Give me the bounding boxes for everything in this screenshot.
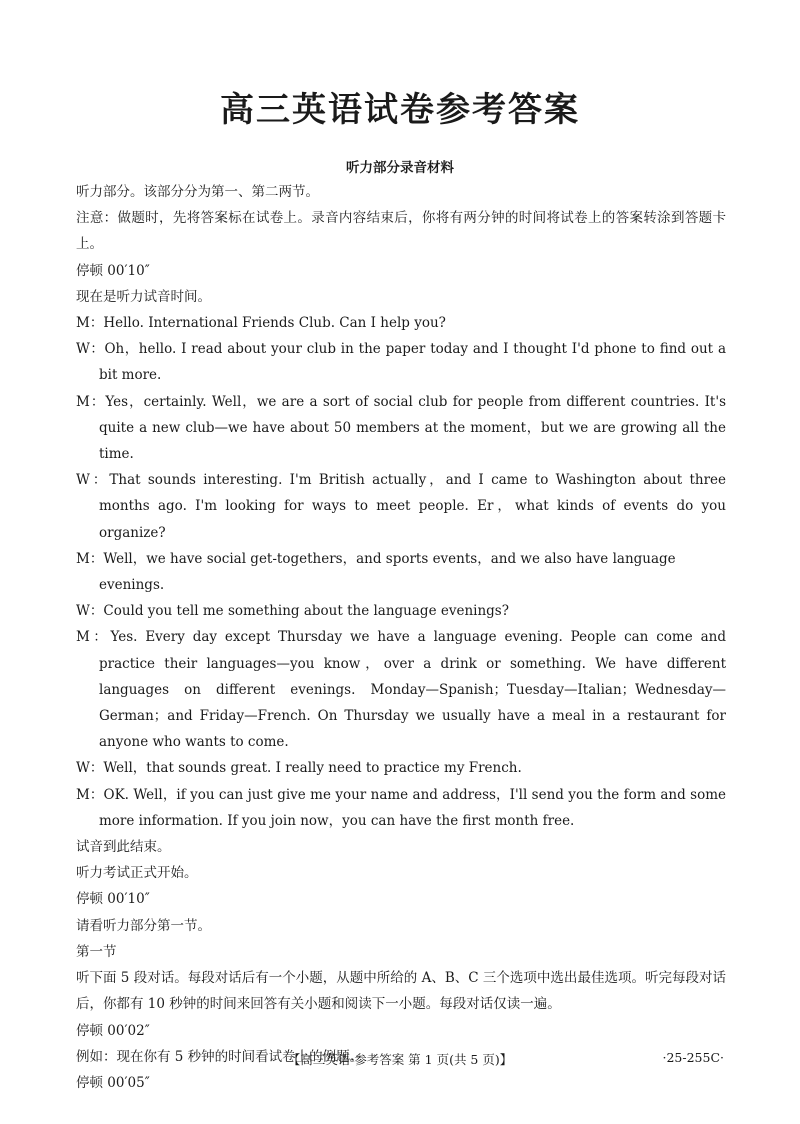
paragraph: 听力部分。该部分分为第一、第二两节。	[76, 184, 319, 200]
paragraph: 请看听力部分第一节。	[76, 917, 211, 934]
paragraph: 现在是听力试音时间。	[76, 288, 211, 305]
dialogue-line: M：OK. Well，if you can just give me your name and address，I'll send you the form and some more information. If you join now，you can have the first month free.	[76, 786, 726, 829]
page-title: 高三英语试卷参考答案	[220, 90, 580, 130]
transcript-body	[76, 179, 726, 1096]
pause-marker: 停顿 00′10″	[76, 891, 150, 908]
dialogue-line: W：Oh，hello. I read about your club in the paper today and I thought I'd phone to find out a bit more.	[76, 341, 726, 384]
dialogue-line: M：Yes，certainly. Well，we are a sort of social club for people from different countries. It's quite a new club—we have about 50 members at the moment，but we are growing all the time.	[76, 393, 726, 463]
paragraph: 例如：现在你有 5 秒钟的时间看试卷上的例题。	[76, 1048, 364, 1065]
section-heading: 第一节	[76, 943, 117, 960]
page-footer	[0, 1050, 800, 1070]
dialogue-line: W：Well，that sounds great. I really need to practice my French.	[76, 760, 522, 777]
footer-page-info: 【高三英语·参考答案 第 1 页(共 5 页)】	[287, 1052, 513, 1067]
section-subtitle: 听力部分录音材料	[346, 160, 454, 176]
dialogue-line: M：Yes. Every day except Thursday we have a language evening. People can come and practice their languages—you know，over a drink or something. We have different languages on different evenings. Monday—Spanish；Tuesday—Italian；Wednesday—German；and Friday—French. On Thursday we usually have a meal in a restaurant for anyone who wants to come.	[76, 629, 726, 751]
footer-code: ·25-255C·	[662, 1050, 724, 1065]
pause-marker: 停顿 00′10″	[76, 262, 150, 279]
paragraph: 试音到此结束。	[76, 839, 171, 856]
dialogue-line: M：Hello. International Friends Club. Can I help you?	[76, 315, 446, 332]
pause-marker: 停顿 00′02″	[76, 1022, 150, 1039]
paragraph: 注意：做题时，先将答案标在试卷上。录音内容结束后，你将有两分钟的时间将试卷上的答案转涂到答题卡上。	[76, 210, 726, 253]
dialogue-line: M：Well，we have social get-togethers，and sports events，and we also have language evenings.	[76, 550, 676, 594]
dialogue-line: W：That sounds interesting. I'm British actually，and I came to Washington about three months ago. I'm looking for ways to meet people. Er，what kinds of events do you organize?	[76, 472, 726, 541]
pause-marker: 停顿 00′05″	[76, 1074, 150, 1091]
dialogue-line: W：Could you tell me something about the language evenings?	[76, 603, 509, 620]
paragraph: 听下面 5 段对话。每段对话后有一个小题，从题中所给的 A、B、C 三个选项中选出最佳选项。听完每段对话后，你都有 10 秒钟的时间来回答有关小题和阅读下一小题。每段对话仅读一遍。	[76, 970, 726, 1013]
paragraph: 听力考试正式开始。	[76, 865, 198, 882]
